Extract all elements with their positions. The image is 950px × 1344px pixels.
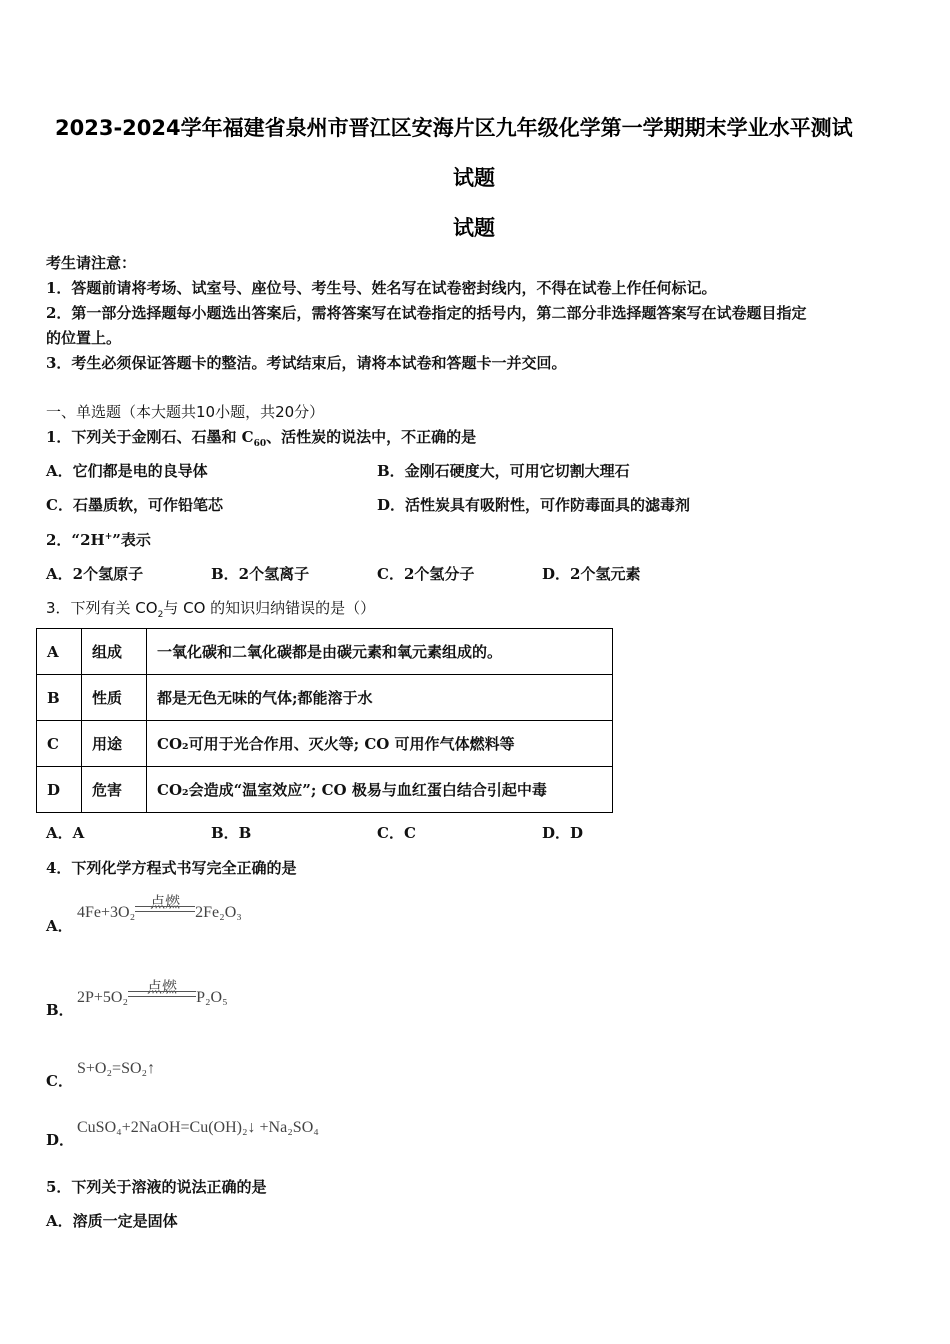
q1-option-d[interactable]: D．活性炭具有吸附性，可作防毒面具的滤毒剂 — [377, 496, 691, 514]
reaction-condition: 点燃 — [135, 911, 195, 917]
q3-option-a[interactable]: A．A — [46, 824, 85, 842]
table-cell-label: 用途 — [82, 721, 147, 767]
q4-option-a-label[interactable]: A． — [46, 917, 73, 935]
q5-option-a[interactable]: A．溶质一定是固体 — [46, 1212, 178, 1230]
table-cell-content: 一氧化碳和二氧化碳都是由碳元素和氧元素组成的。 — [147, 629, 613, 675]
table-cell-label: 组成 — [82, 629, 147, 675]
q2-stem: 2．“2H+”表示 — [46, 531, 151, 549]
table-row — [37, 721, 613, 767]
notice-heading: 考生请注意： — [46, 254, 137, 272]
notice-item-1: 1．答题前请将考场、试室号、座位号、考生号、姓名写在试卷密封线内，不得在试卷上作任何标记。 — [46, 279, 717, 297]
q2-option-a[interactable]: A．2个氢原子 — [46, 565, 144, 583]
q3-option-d[interactable]: D．D — [542, 824, 584, 842]
table-cell-label: 性质 — [82, 675, 147, 721]
q1-option-c[interactable]: C．石墨质软，可作铅笔芯 — [46, 496, 223, 514]
q1-option-a[interactable]: A．它们都是电的良导体 — [46, 462, 208, 480]
section-heading: 一、单选题（本大题共10小题，共20分） — [46, 403, 325, 421]
q3-option-b[interactable]: B．B — [211, 824, 252, 842]
q4-option-b-equation[interactable]: 2P+5O₂ 点燃 P₂O₅ — [77, 978, 228, 1006]
notice-item-2: 2．第一部分选择题每小题选出答案后，需将答案写在试卷指定的括号内，第二部分非选择题答案写在试卷题目指定 — [46, 304, 807, 322]
table-cell-letter: A — [37, 629, 82, 675]
q3-stem: 3．下列有关 $CO_2$与 CO 的知识归纳错误的是（） — [46, 599, 376, 620]
q1-stem: 1．下列关于金刚石、石墨和 $C_{60}$、活性炭的说法中，不正确的是 — [46, 428, 477, 449]
q3-table — [36, 628, 613, 813]
table-cell-content: CO₂会造成“温室效应”; CO 极易与血红蛋白结合引起中毒 — [147, 767, 613, 813]
table-cell-content: CO₂可用于光合作用、灭火等; CO 可用作气体燃料等 — [147, 721, 613, 767]
page-title-line3: 试题 — [453, 216, 495, 240]
q4-option-c-label[interactable]: C． — [46, 1072, 73, 1090]
q4-option-a-equation[interactable]: 4Fe+3O₂ 点燃 2Fe₂O₃ — [77, 893, 242, 921]
table-cell-content: 都是无色无味的气体;都能溶于水 — [147, 675, 613, 721]
q2-option-b[interactable]: B．2个氢离子 — [211, 565, 310, 583]
page-title-line1: 2023-2024学年福建省泉州市晋江区安海片区九年级化学第一学期期末学业水平测试 — [55, 116, 853, 140]
table-row — [37, 629, 613, 675]
q5-stem: 5．下列关于溶液的说法正确的是 — [46, 1178, 267, 1196]
table-cell-letter: B — [37, 675, 82, 721]
q4-option-d-label[interactable]: D． — [46, 1131, 75, 1149]
q2-option-c[interactable]: C．2个氢分子 — [377, 565, 475, 583]
q4-option-c-equation[interactable]: S+O₂=SO₂↑ — [77, 1060, 156, 1077]
q1-option-b[interactable]: B．金刚石硬度大，可用它切割大理石 — [377, 462, 630, 480]
table-cell-letter: D — [37, 767, 82, 813]
q2-option-d[interactable]: D．2个氢元素 — [542, 565, 641, 583]
q4-option-b-label[interactable]: B． — [46, 1001, 74, 1019]
q4-option-d-equation[interactable]: CuSO₄+2NaOH=Cu(OH)₂↓ +Na₂SO₄ — [77, 1119, 319, 1136]
q4-stem: 4．下列化学方程式书写完全正确的是 — [46, 859, 297, 877]
table-cell-letter: C — [37, 721, 82, 767]
table-row — [37, 675, 613, 721]
reaction-condition: 点燃 — [128, 996, 196, 1002]
table-row — [37, 767, 613, 813]
q3-option-c[interactable]: C．C — [377, 824, 416, 842]
page-title-line2: 试题 — [453, 166, 495, 190]
notice-item-3: 3．考生必须保证答题卡的整洁。考试结束后，请将本试卷和答题卡一并交回。 — [46, 354, 567, 372]
notice-item-2-cont: 的位置上。 — [46, 329, 122, 347]
table-cell-label: 危害 — [82, 767, 147, 813]
